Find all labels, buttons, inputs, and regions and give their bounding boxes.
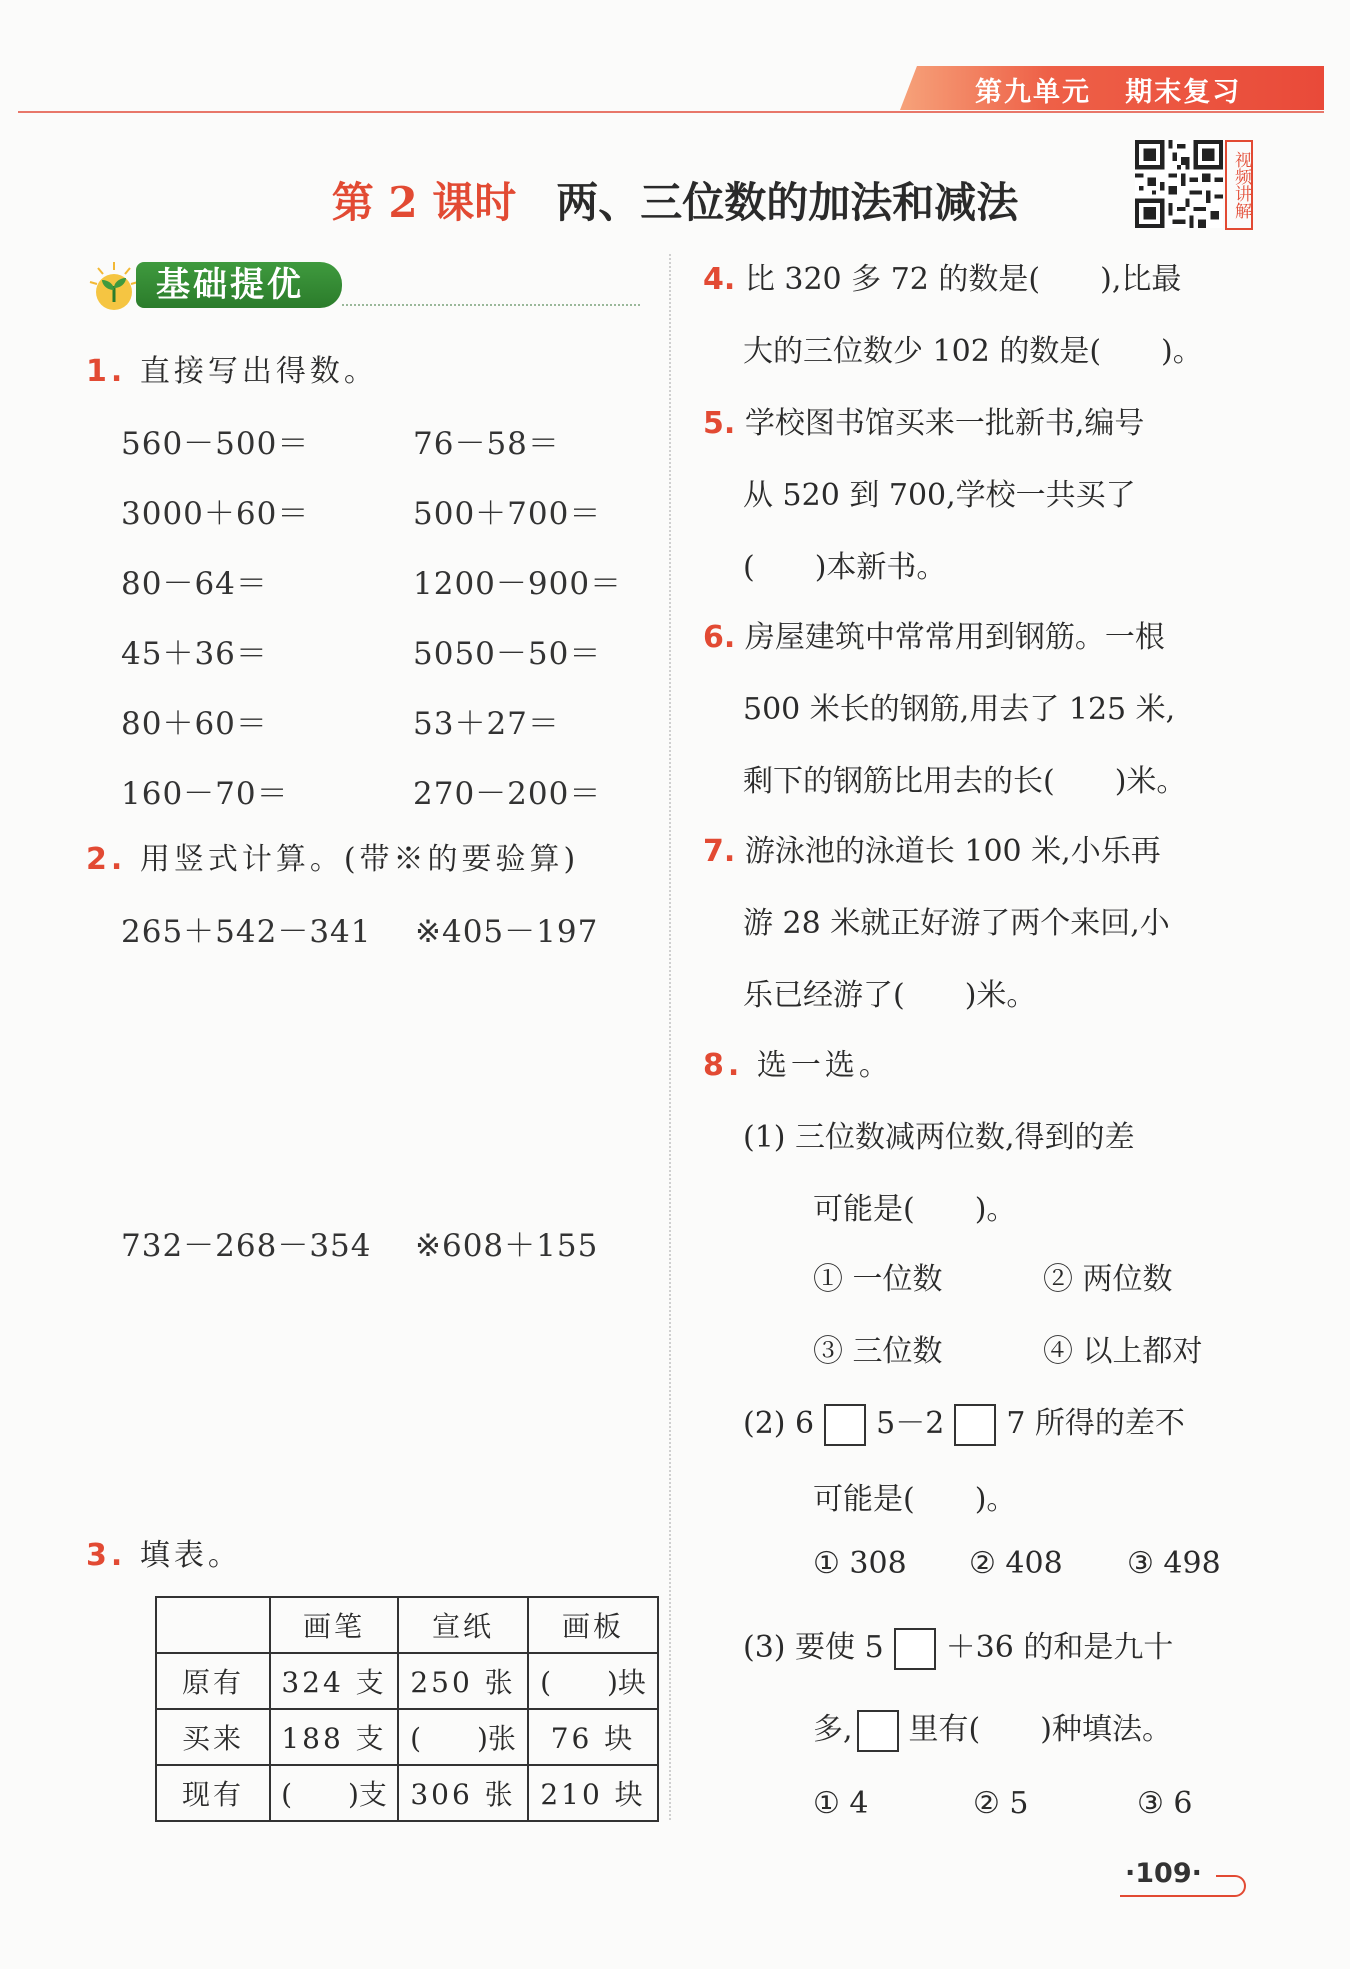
mental-math-item: 76－58＝ bbox=[413, 426, 560, 462]
table-cell: 210 块 bbox=[528, 1765, 658, 1821]
choice-option[interactable]: ③ 6 bbox=[1137, 1786, 1193, 1821]
page-number-underline bbox=[1120, 1895, 1220, 1897]
question-text: 从 520 到 700,学校一共买了 bbox=[743, 478, 1136, 513]
question-number: 2. bbox=[86, 842, 127, 877]
table-cell: 188 支 bbox=[270, 1709, 398, 1765]
lesson-topic: 两、三位数的加法和减法 bbox=[556, 178, 1019, 227]
table-cell: 76 块 bbox=[528, 1709, 658, 1765]
vertical-calc-item: 265＋542－341 bbox=[121, 914, 372, 950]
answer-box[interactable] bbox=[894, 1628, 936, 1670]
choice-option[interactable]: ① 4 bbox=[813, 1786, 869, 1821]
question-text: 5－2 bbox=[876, 1406, 945, 1441]
question-text: 里有( )种填法。 bbox=[908, 1712, 1172, 1747]
mental-math-item: 53＋27＝ bbox=[413, 706, 560, 742]
question-text: 直接写出得数。 bbox=[139, 354, 378, 389]
choice-option[interactable]: ② 5 bbox=[973, 1786, 1029, 1821]
sub-question-3 bbox=[743, 1622, 1173, 1670]
question-number: 1. bbox=[86, 354, 127, 389]
table-header-cell bbox=[156, 1597, 270, 1653]
question-text: 比 320 多 72 的数是( ),比最 bbox=[744, 262, 1182, 297]
question-text: 500 米长的钢筋,用去了 125 米, bbox=[743, 692, 1176, 727]
question-text-line bbox=[813, 1704, 1172, 1752]
answer-box[interactable] bbox=[824, 1404, 866, 1446]
choice-option[interactable]: ② 408 bbox=[969, 1546, 1063, 1581]
question-8 bbox=[703, 1040, 893, 1084]
sub-question-1: (1) 三位数减两位数,得到的差 bbox=[743, 1120, 1135, 1155]
mental-math-item: 270－200＝ bbox=[413, 776, 602, 812]
question-text: 游 28 米就正好游了两个来回,小 bbox=[743, 906, 1170, 941]
table-cell: 买来 bbox=[156, 1709, 270, 1765]
table-header-cell: 画笔 bbox=[270, 1597, 398, 1653]
question-1 bbox=[86, 346, 378, 390]
question-text: 多, bbox=[813, 1712, 853, 1747]
choice-option[interactable]: ③ 三位数 bbox=[813, 1334, 943, 1369]
header-tab-text: 第九单元 期末复习 bbox=[975, 77, 1242, 108]
question-text: ＋36 的和是九十 bbox=[945, 1630, 1174, 1665]
mental-math-item: 500＋700＝ bbox=[413, 496, 602, 532]
section-badge: 基础提优 bbox=[136, 262, 342, 308]
question-number: 3. bbox=[86, 1538, 127, 1573]
section-divider bbox=[342, 304, 640, 306]
question-number: 7. bbox=[703, 834, 736, 869]
table-header-cell: 画板 bbox=[528, 1597, 658, 1653]
question-7 bbox=[703, 826, 1161, 870]
question-text: 7 所得的差不 bbox=[1006, 1406, 1185, 1441]
question-text: 乐已经游了( )米。 bbox=[743, 978, 1037, 1013]
answer-blank-cell[interactable]: ( )块 bbox=[528, 1653, 658, 1709]
mental-math-item: 45＋36＝ bbox=[121, 636, 268, 672]
question-5 bbox=[703, 398, 1144, 442]
mental-math-item: 160－70＝ bbox=[121, 776, 289, 812]
question-number: 8. bbox=[703, 1048, 744, 1083]
video-explanation-label: 视频讲解 bbox=[1225, 140, 1253, 230]
lesson-number: 第 2 课时 bbox=[331, 178, 517, 227]
question-2 bbox=[86, 834, 579, 878]
vertical-calc-item: ※608＋155 bbox=[415, 1228, 599, 1264]
fill-in-table bbox=[155, 1596, 659, 1822]
choice-option[interactable]: ② 两位数 bbox=[1043, 1262, 1173, 1297]
answer-blank-cell[interactable]: ( )支 bbox=[270, 1765, 398, 1821]
choice-option[interactable]: ④ 以上都对 bbox=[1043, 1334, 1203, 1369]
choice-option[interactable]: ① 308 bbox=[813, 1546, 907, 1581]
table-row bbox=[156, 1653, 658, 1709]
sub-question-2 bbox=[743, 1398, 1185, 1446]
question-text: 可能是( )。 bbox=[813, 1482, 1017, 1517]
question-text: 房屋建筑中常常用到钢筋。一根 bbox=[744, 620, 1165, 655]
question-text: (3) 要使 5 bbox=[743, 1630, 884, 1665]
table-cell: 324 支 bbox=[270, 1653, 398, 1709]
question-text: 用竖式计算。(带※的要验算) bbox=[139, 842, 580, 877]
page-corner-hook bbox=[1216, 1875, 1246, 1897]
question-text: 填表。 bbox=[139, 1538, 242, 1573]
question-number: 5. bbox=[703, 406, 736, 441]
question-4 bbox=[703, 254, 1181, 298]
answer-box[interactable] bbox=[954, 1404, 996, 1446]
table-header-row bbox=[156, 1597, 658, 1653]
mental-math-item: 5050－50＝ bbox=[413, 636, 602, 672]
question-text: 剩下的钢筋比用去的长( )米。 bbox=[743, 764, 1187, 799]
question-number: 6. bbox=[703, 620, 736, 655]
answer-blank-cell[interactable]: ( )张 bbox=[398, 1709, 528, 1765]
table-row bbox=[156, 1765, 658, 1821]
mental-math-item: 80＋60＝ bbox=[121, 706, 268, 742]
mental-math-item: 560－500＝ bbox=[121, 426, 310, 462]
table-cell: 250 张 bbox=[398, 1653, 528, 1709]
sprout-icon bbox=[84, 258, 144, 314]
vertical-calc-item: 732－268－354 bbox=[121, 1228, 372, 1264]
column-divider bbox=[669, 254, 671, 1820]
qr-code-icon[interactable] bbox=[1135, 140, 1223, 228]
mental-math-item: 1200－900＝ bbox=[413, 566, 623, 602]
mental-math-item: 80－64＝ bbox=[121, 566, 268, 602]
question-3 bbox=[86, 1530, 242, 1574]
vertical-calc-item: ※405－197 bbox=[415, 914, 599, 950]
question-number: 4. bbox=[703, 262, 736, 297]
question-text: 选一选。 bbox=[756, 1048, 893, 1083]
question-text: 可能是( )。 bbox=[813, 1192, 1017, 1227]
header-rule bbox=[18, 111, 1324, 113]
table-cell: 原有 bbox=[156, 1653, 270, 1709]
table-cell: 306 张 bbox=[398, 1765, 528, 1821]
question-6 bbox=[703, 612, 1165, 656]
choice-option[interactable]: ③ 498 bbox=[1127, 1546, 1221, 1581]
question-text: 大的三位数少 102 的数是( )。 bbox=[743, 334, 1203, 369]
table-cell: 现有 bbox=[156, 1765, 270, 1821]
mental-math-item: 3000＋60＝ bbox=[121, 496, 310, 532]
choice-option[interactable]: ① 一位数 bbox=[813, 1262, 943, 1297]
question-text: 游泳池的泳道长 100 米,小乐再 bbox=[744, 834, 1161, 869]
question-text: (2) 6 bbox=[743, 1406, 815, 1441]
table-header-cell: 宣纸 bbox=[398, 1597, 528, 1653]
question-text: 学校图书馆买来一批新书,编号 bbox=[744, 406, 1145, 441]
question-text: ( )本新书。 bbox=[743, 550, 947, 585]
answer-box[interactable] bbox=[857, 1710, 899, 1752]
page-number: ·109· bbox=[1125, 1858, 1202, 1889]
table-row bbox=[156, 1709, 658, 1765]
